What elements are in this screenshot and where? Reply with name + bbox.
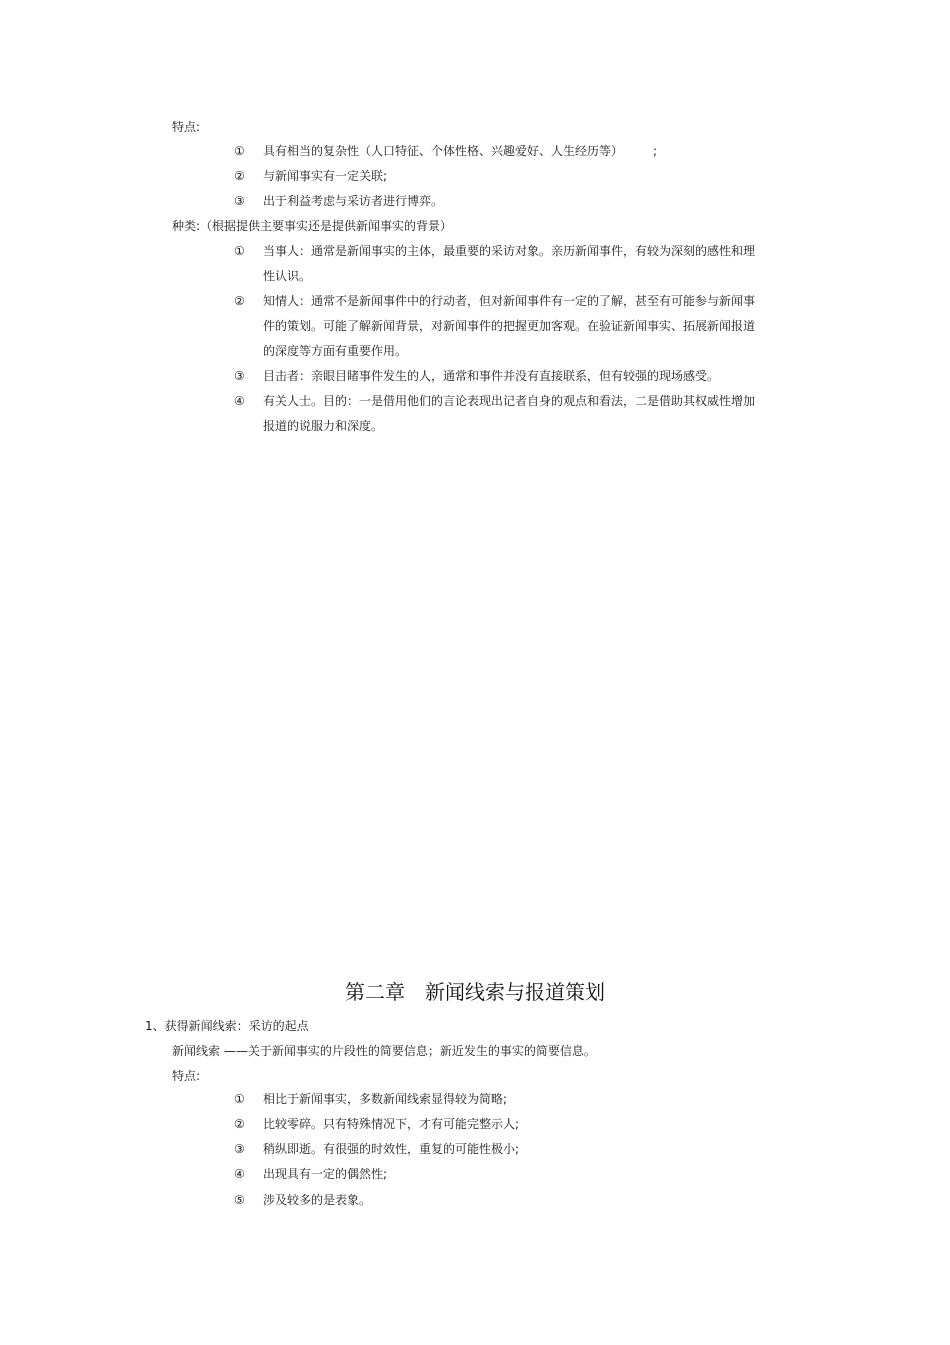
list-item — [234, 239, 764, 289]
list-item — [234, 1137, 764, 1162]
list-item — [234, 389, 764, 439]
list-item — [234, 139, 764, 164]
item-number: ② — [234, 169, 245, 183]
chapter-title: 第二章 新闻线索与报道策划 — [345, 980, 605, 1004]
features-label: 特点: — [172, 1069, 201, 1083]
item-number: ③ — [234, 369, 245, 383]
list-item — [234, 289, 764, 364]
item-text: 具有相当的复杂性（人口特征、个体性格、兴趣爱好、人生经历等） ; — [263, 144, 658, 158]
item-text: 相比于新闻事实，多数新闻线索显得较为简略; — [263, 1092, 508, 1106]
item-text: 比较零碎。只有特殊情况下，才有可能完整示人; — [263, 1117, 520, 1131]
item-text: 出现具有一定的偶然性; — [263, 1167, 388, 1181]
list-item — [234, 1162, 764, 1187]
features-label: 特点: — [172, 120, 201, 134]
list-item — [234, 1112, 764, 1137]
list-item — [234, 164, 764, 189]
list-item — [234, 1188, 764, 1213]
item-number: ④ — [234, 1167, 245, 1181]
types-label: 种类:（根据提供主要事实还是提供新闻事实的背景） — [172, 219, 453, 233]
item-text: 知情人：通常不是新闻事件中的行动者，但对新闻事件有一定的了解，甚至有可能参与新闻事件的策划。可能了解新闻背景，对新闻事件的把握更加客观。在验证新闻事实、拓展新闻报道的深度等方面有重要作用。 — [263, 294, 756, 358]
list-item — [234, 364, 764, 389]
item-text: 稍纵即逝。有很强的时效性，重复的可能性极小; — [263, 1142, 520, 1156]
item-number: ② — [234, 294, 245, 308]
item-text: 与新闻事实有一定关联; — [263, 169, 388, 183]
item-text: 涉及较多的是表象。 — [263, 1193, 372, 1207]
item-number: ⑤ — [234, 1193, 245, 1207]
item-text: 出于利益考虑与采访者进行博弈。 — [263, 194, 444, 208]
item-text: 有关人士。目的：一是借用他们的言论表现出记者自身的观点和看法，二是借助其权威性增加报道的说服力和深度。 — [263, 394, 756, 433]
item-number: ② — [234, 1117, 245, 1131]
item-number: ③ — [234, 1142, 245, 1156]
item-text: 当事人：通常是新闻事实的主体，最重要的采访对象。亲历新闻事件，有较为深刻的感性和理性认识。 — [263, 244, 756, 283]
list-item — [234, 189, 764, 214]
item-number: ① — [234, 144, 245, 158]
item-number: ① — [234, 1092, 245, 1106]
section-heading: 1、获得新闻线索：采访的起点 — [145, 1019, 309, 1033]
item-number: ④ — [234, 394, 245, 408]
item-number: ① — [234, 244, 245, 258]
list-item — [234, 1087, 764, 1112]
definition-text: 新闻线索 ——关于新闻事实的片段性的简要信息；新近发生的事实的简要信息。 — [172, 1044, 596, 1058]
item-text: 目击者：亲眼目睹事件发生的人，通常和事件并没有直接联系，但有较强的现场感受。 — [263, 369, 720, 383]
item-number: ③ — [234, 194, 245, 208]
